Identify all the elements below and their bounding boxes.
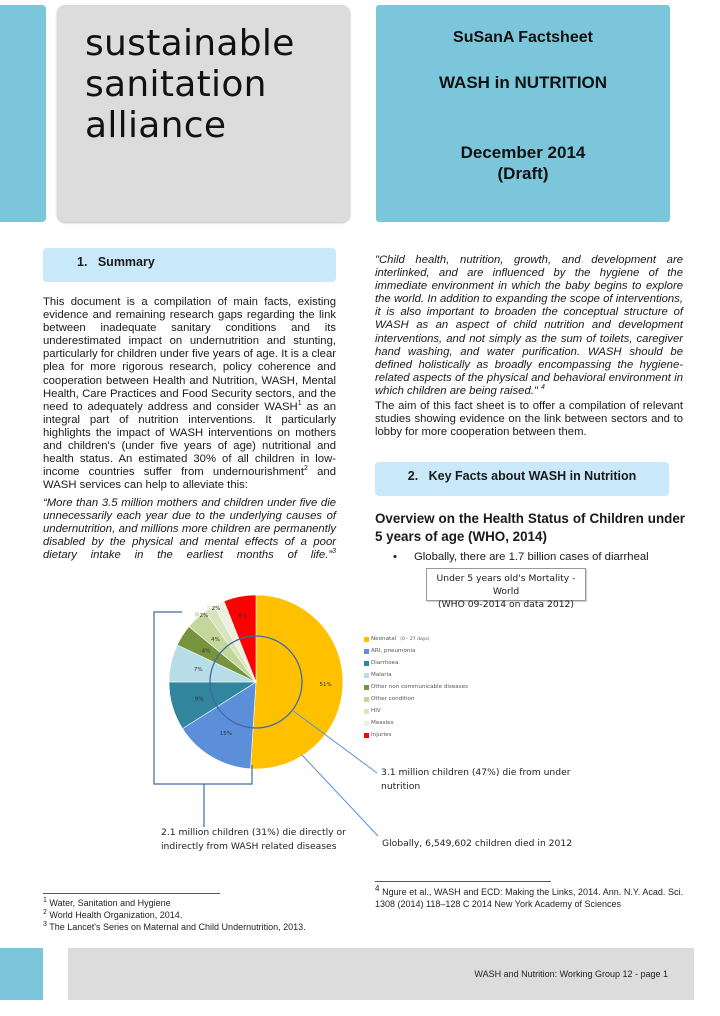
total-callout-line	[302, 755, 378, 836]
footer-accent	[0, 948, 43, 1000]
chart-legend	[364, 633, 468, 741]
summary-paragraph	[43, 296, 336, 492]
health-status-subheading	[375, 510, 685, 546]
logo-line-3: alliance	[85, 105, 227, 146]
outside-label-marker	[207, 606, 211, 610]
wash-annotation	[161, 826, 361, 854]
pie-data-label: 2%	[199, 613, 209, 619]
legend-item	[364, 657, 468, 669]
legend-label: ARI, pneumonia	[371, 648, 416, 654]
footnote-4: $^4$ Ngure et al., WASH and ECD: Making the Links, 2014. Ann. N.Y. Acad. Sci. 1308 (2014) 118–128 C 2014 New York Academy of Sciences	[375, 884, 683, 909]
pie-data-label: 9%	[194, 696, 204, 703]
legend-label: Injuries	[371, 732, 392, 738]
footnote-1: $^1$ Water, Sanitation and Hygiene	[43, 897, 171, 908]
legend-item	[364, 669, 468, 681]
legend-item	[364, 693, 468, 705]
chart-subtitle: (WHO 09-2014 on data 2012)	[438, 599, 574, 610]
pie-slices	[169, 595, 343, 769]
pie-data-label: 2%	[211, 606, 221, 612]
wash-annotation-text: 2.1 million children (31%) die directly or indirectly from WASH related diseases	[161, 827, 346, 852]
legend-label: Malaria	[371, 672, 392, 678]
date-text: December 2014	[460, 143, 586, 162]
total-annotation-text: Globally, 6,549,602 children died in 2012	[382, 838, 573, 849]
logo-line-1: sustainable	[85, 23, 295, 64]
legend-item	[364, 681, 468, 693]
footnote-3: $^3$ The Lancet's Series on Maternal and Child Undernutrition, 2013.	[43, 921, 306, 932]
legend-swatch	[364, 661, 369, 666]
legend-label: Neonatal	[371, 636, 397, 642]
key-facts-heading	[375, 462, 669, 496]
draft-label: (Draft)	[497, 164, 549, 183]
pie-data-label: 4%	[211, 636, 220, 643]
summary-quote	[43, 497, 336, 562]
total-annotation	[382, 837, 622, 851]
summary-heading	[43, 248, 336, 282]
legend-swatch	[364, 697, 369, 702]
legend-swatch	[364, 709, 369, 714]
document-title: WASH in NUTRITION	[438, 73, 608, 92]
pie-data-label: 51%	[319, 682, 332, 689]
bullet-mark: •	[393, 551, 397, 563]
footnote-ref-4[interactable]: 4	[541, 384, 545, 392]
legend-label: Other condition	[371, 696, 415, 702]
footnote-ref-1[interactable]: 1	[297, 399, 302, 407]
aim-text: The aim of this fact sheet is to offer a compilation of relevant studies showing evidence on the link between sectors and to lobby for more cooperation between them.	[375, 400, 683, 439]
logo-wordmark	[85, 23, 295, 146]
summary-heading-text: 1. Summary	[77, 255, 155, 269]
legend-item	[364, 705, 468, 717]
legend-item	[364, 717, 468, 729]
legend-label: Measles	[371, 720, 394, 726]
legend-label: Other non communicable diseases	[371, 684, 468, 690]
footnote-2: $^2$ World Health Organization, 2014.	[43, 909, 183, 920]
legend-note: (0 – 27 days)	[400, 636, 430, 642]
summary-text-c: and WASH services can help to alleviate this:	[43, 466, 336, 492]
legend-swatch	[364, 637, 369, 642]
footer-page-label: WASH and Nutrition: Working Group 12 - page 1	[474, 969, 668, 979]
factsheet-label: SuSanA Factsheet	[453, 29, 593, 46]
legend-swatch	[364, 649, 369, 654]
undernutrition-annotation-text: 3.1 million children (47%) die from under nutrition	[381, 767, 571, 792]
legend-swatch	[364, 685, 369, 690]
undernutrition-annotation	[381, 766, 601, 794]
legend-label: HIV	[371, 708, 381, 714]
legend-item	[364, 633, 468, 645]
title-box	[376, 5, 670, 222]
document-date	[376, 142, 670, 184]
logo-line-2: sanitation	[85, 64, 267, 105]
ngure-quote	[375, 254, 683, 398]
summary-quote-text: “More than 3.5 million mothers and children under five die unnecessarily each year due to the underlying causes of undernutrition, and millions more children are permanently disabled by the physical and mental effects of a poor dietary intake in the earliest months of life.”	[43, 497, 336, 562]
aim-paragraph	[375, 400, 683, 439]
legend-item	[364, 645, 468, 657]
left-accent-bar	[0, 5, 46, 222]
mortality-pie-chart	[0, 560, 720, 860]
footnote-ref-2[interactable]: 2	[303, 465, 308, 473]
pie-data-label: 15%	[219, 730, 233, 737]
footnote-ref-3[interactable]: 3	[332, 548, 336, 556]
pie-data-label: 4%	[201, 648, 211, 655]
health-status-subheading-text: Overview on the Health Status of Children under 5 years of age (WHO, 2014)	[375, 511, 685, 544]
pie-data-label: 6%	[238, 613, 248, 620]
summary-text-a: This document is a compilation of main facts, existing evidence and remaining research gaps regarding the link between inadequate sanitary conditions and its underestimated impact on undernutrition and stunting, particularly for children under five years of age. It is a clear plea for more rigorous research, policy coherence and cooperation between Health and Nutrition, WASH, Mental Health, Care Practices and Food Security sectors, and the need to adequately address and consider WASH	[43, 296, 336, 413]
legend-label: Diarrhoea	[371, 660, 399, 666]
legend-swatch	[364, 733, 369, 738]
logo-box	[57, 5, 350, 222]
footnote-rule-right	[375, 881, 551, 882]
legend-swatch	[364, 721, 369, 726]
legend-swatch	[364, 673, 369, 678]
chart-title: Under 5 years old's Mortality - World	[436, 573, 576, 597]
summary-text-b: as an integral part of nutrition interventions. It particularly highlights the impact of WASH interventions on mothers and children's (under five years of age) nutritional and health status. An estimated 30% of all children in low-income countries suffer from undernourishment	[43, 400, 336, 479]
footer-bar	[68, 948, 694, 1000]
footnote-rule-left	[43, 893, 220, 894]
key-facts-heading-text: 2. Key Facts about WASH in Nutrition	[407, 469, 637, 483]
pie-data-label: 7%	[193, 667, 203, 674]
footnotes-left	[43, 897, 363, 933]
legend-item	[364, 729, 468, 741]
bullet-text: Globally, there are 1.7 billion cases of diarrheal	[414, 551, 649, 563]
ngure-quote-text: "Child health, nutrition, growth, and development are interlinked, and are influenced by the hygiene of the immediate environment in which the baby begins to explore the world. In addition to expanding the scope of interventions, it is also important to broaden the conceptual structure of WASH as an aspect of child nutrition and development interventions, and not simply as the sum of toilets, caregiver hand washing, and water purification. WASH should be defined holistically as broadly encompassing the hygiene-related aspects of the physical and behavioral environment in which children are being raised."	[375, 254, 683, 397]
outside-label-marker	[195, 613, 199, 617]
